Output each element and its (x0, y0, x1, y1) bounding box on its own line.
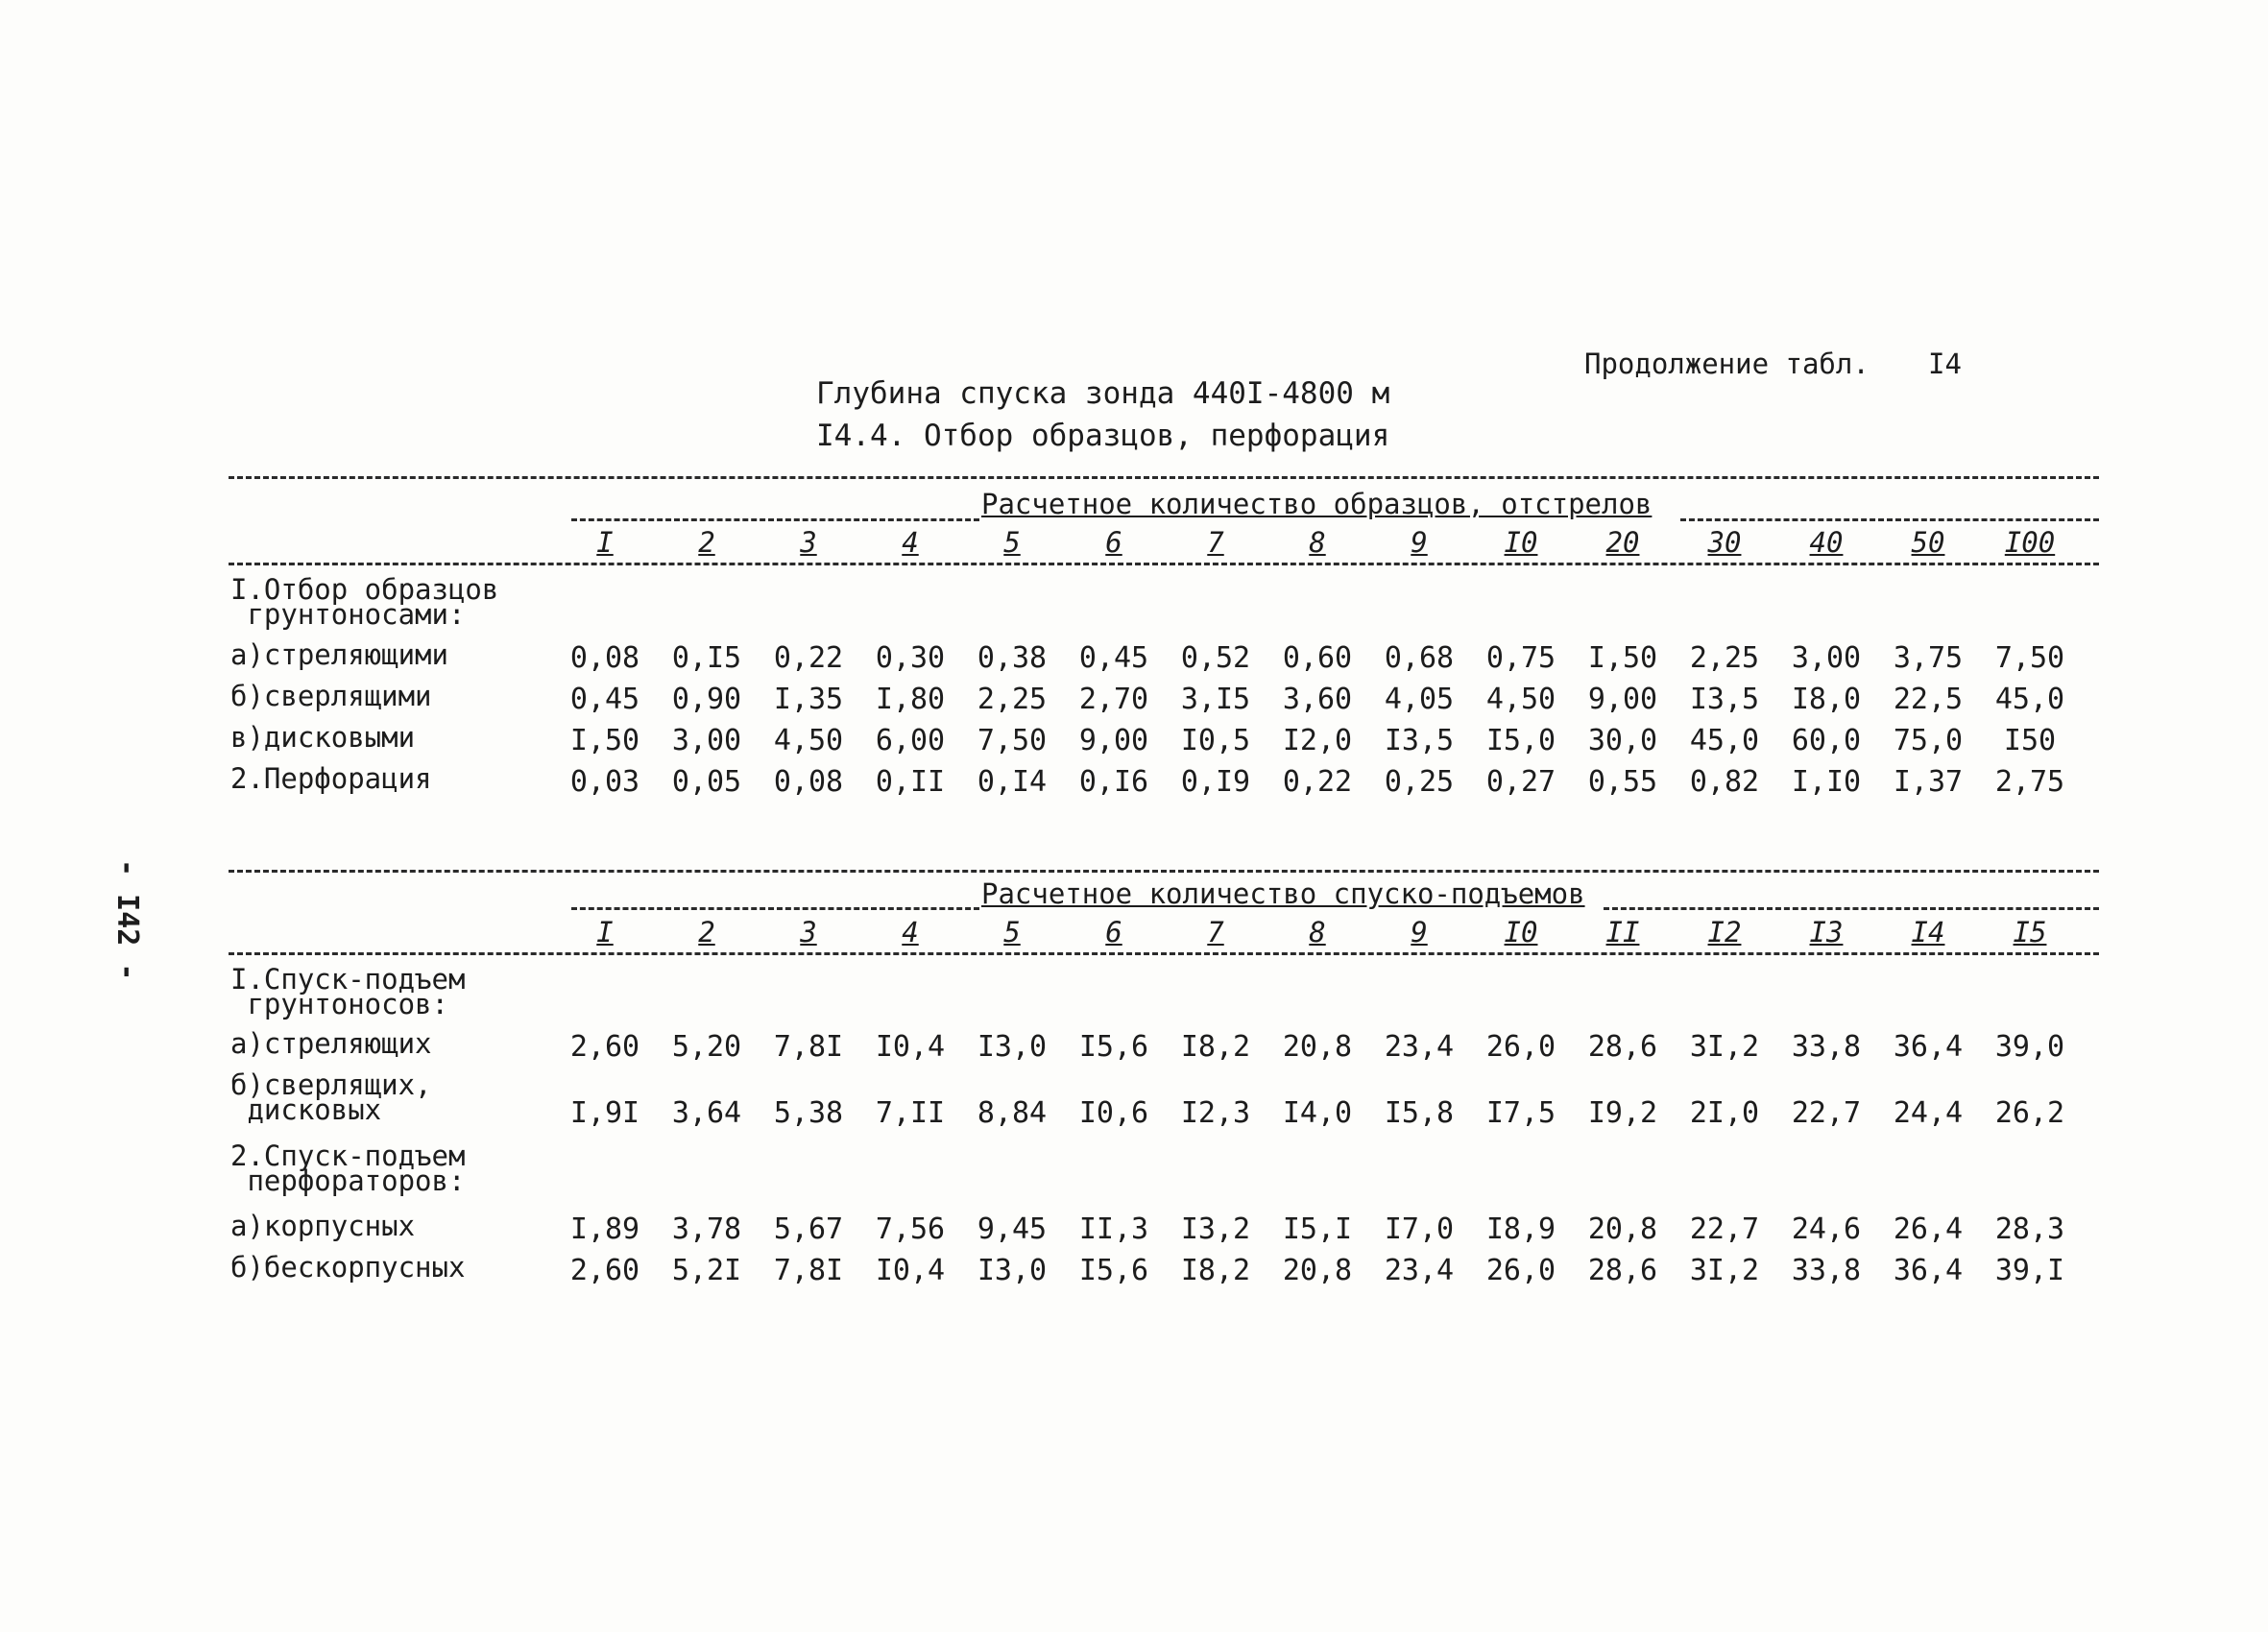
section1-table-cell: 0,I6 (1078, 765, 1149, 799)
section1-table-cell: 45,0 (1689, 724, 1760, 757)
section2-table-cell: 22,7 (1689, 1212, 1760, 1246)
section2-table-cell: I0,4 (875, 1254, 946, 1287)
section2-table-cell: 3I,2 (1689, 1030, 1760, 1064)
section2-table-cell: I0,6 (1078, 1096, 1149, 1130)
section1-table-cell: 0,22 (773, 641, 844, 675)
section1-row-label: I.Отбор образцов (230, 573, 499, 606)
section2-table-cell: 33,8 (1791, 1030, 1862, 1064)
section1-table-cell: I8,0 (1791, 683, 1862, 716)
section1-table-cell: I3,5 (1689, 683, 1760, 716)
section1-table-cell: 0,08 (569, 641, 640, 675)
section1-table-cell: 0,22 (1282, 765, 1353, 799)
section1-table-cell: 0,I4 (977, 765, 1048, 799)
section1-table-cell: 4,50 (773, 724, 844, 757)
section1-table-cell: I,80 (875, 683, 946, 716)
section1-table-cell: I50 (2003, 724, 2057, 757)
section1-table-cell: 3,00 (1791, 641, 1862, 675)
section2-table-cell: I5,6 (1078, 1030, 1149, 1064)
section2-row-label: I.Спуск-подъем (230, 963, 466, 996)
table2-caption: Расчетное количество спуско-подъемов (981, 877, 1585, 910)
section2-column-header: 6 (1105, 916, 1122, 948)
section1-table-cell: I,50 (1587, 641, 1658, 675)
section2-column-header: I0 (1504, 916, 1538, 948)
section1-column-header: 7 (1207, 526, 1224, 559)
section2-table-cell: 20,8 (1282, 1030, 1353, 1064)
section2-table-cell: I7,5 (1485, 1096, 1556, 1130)
section2-table-cell: 28,6 (1587, 1254, 1658, 1287)
section2-column-header: 5 (1003, 916, 1021, 948)
section2-table-cell: 5,67 (773, 1212, 844, 1246)
section2-table-cell: 3I,2 (1689, 1254, 1760, 1287)
section1-table-cell: 0,II (875, 765, 946, 799)
section1-table-cell: 0,68 (1384, 641, 1455, 675)
section1-table-cell: 4,05 (1384, 683, 1455, 716)
section2-table-cell: I9,2 (1587, 1096, 1658, 1130)
section2-table-cell: 7,II (875, 1096, 946, 1130)
section1-table-cell: I0,5 (1180, 724, 1251, 757)
section1-table-cell: 0,55 (1587, 765, 1658, 799)
section1-table-cell: 0,05 (671, 765, 742, 799)
section1-table-cell: 7,50 (977, 724, 1048, 757)
section1-table-cell: 0,38 (977, 641, 1048, 675)
section2-column-header: 7 (1207, 916, 1224, 948)
section1-table-cell: 0,52 (1180, 641, 1251, 675)
section2-row-label: а)стреляющих (230, 1027, 432, 1060)
section2-table-cell: I8,9 (1485, 1212, 1556, 1246)
section1-column-header: 30 (1707, 526, 1742, 559)
section1-table-cell: 0,30 (875, 641, 946, 675)
section1-table-cell: 0,45 (1078, 641, 1149, 675)
section2-row-label: 2.Спуск-подъем (230, 1140, 466, 1172)
section2-table-cell: I8,2 (1180, 1254, 1251, 1287)
section1-column-header: 50 (1911, 526, 1945, 559)
section1-table-cell: 0,27 (1485, 765, 1556, 799)
section1-table-cell: 60,0 (1791, 724, 1862, 757)
section1-column-header: 9 (1411, 526, 1428, 559)
section1-table-cell: 3,75 (1893, 641, 1964, 675)
section1-table-cell: 2,70 (1078, 683, 1149, 716)
section2-column-header: 9 (1411, 916, 1428, 948)
section2-table-cell: 2,60 (569, 1254, 640, 1287)
table-number: I4 (1928, 348, 1962, 380)
section1-table-cell: 6,00 (875, 724, 946, 757)
page-title: Глубина спуска зонда 440I-4800 м (816, 376, 1390, 411)
section1-table-cell: 2,75 (1994, 765, 2065, 799)
section1-column-header: I0 (1504, 526, 1538, 559)
section2-column-header: I2 (1707, 916, 1742, 948)
section1-table-cell: 0,08 (773, 765, 844, 799)
section2-table-cell: 9,45 (977, 1212, 1048, 1246)
section2-table-cell: I0,4 (875, 1030, 946, 1064)
section2-table-cell: 23,4 (1384, 1254, 1455, 1287)
section2-row-label: б)бескорпусных (230, 1251, 466, 1284)
section1-row-label: 2.Перфорация (230, 762, 432, 795)
section2-table-cell: 23,4 (1384, 1030, 1455, 1064)
section-title: I4.4. Отбор образцов, перфорация (816, 419, 1390, 453)
section2-row-label: б)сверлящих, (230, 1068, 432, 1101)
section2-table-cell: I5,8 (1384, 1096, 1455, 1130)
section1-table-cell: 30,0 (1587, 724, 1658, 757)
table1-header-rule (229, 563, 2099, 565)
section2-table-cell: 8,84 (977, 1096, 1048, 1130)
section2-column-header: 4 (902, 916, 919, 948)
continuation-label: Продолжение табл. (1584, 348, 1870, 380)
section2-table-cell: 28,6 (1587, 1030, 1658, 1064)
section1-table-cell: I3,5 (1384, 724, 1455, 757)
section1-table-cell: I,35 (773, 683, 844, 716)
section2-table-cell: I,9I (569, 1096, 640, 1130)
section2-table-cell: 39,I (1994, 1254, 2065, 1287)
section2-table-cell: 24,6 (1791, 1212, 1862, 1246)
section2-table-cell: 20,8 (1282, 1254, 1353, 1287)
section2-row-label: дисковых (230, 1093, 382, 1126)
section1-row-label: а)стреляющими (230, 638, 448, 671)
section1-column-header: 3 (800, 526, 817, 559)
section1-table-cell: 3,I5 (1180, 683, 1251, 716)
section1-table-cell: 9,00 (1587, 683, 1658, 716)
section2-table-cell: I5,6 (1078, 1254, 1149, 1287)
section2-table-cell: 22,7 (1791, 1096, 1862, 1130)
section1-table-cell: 9,00 (1078, 724, 1149, 757)
table2-top-rule (229, 870, 2099, 873)
section1-table-cell: 0,90 (671, 683, 742, 716)
section1-row-label: б)сверлящими (230, 680, 432, 712)
table1-caption-rule-left (571, 518, 979, 521)
section1-table-cell: 0,75 (1485, 641, 1556, 675)
section2-column-header: I5 (2013, 916, 2047, 948)
section2-row-label: а)корпусных (230, 1210, 416, 1242)
section2-table-cell: I7,0 (1384, 1212, 1455, 1246)
section1-column-header: I (596, 526, 614, 559)
section1-column-header: 20 (1605, 526, 1640, 559)
section2-table-cell: 7,8I (773, 1254, 844, 1287)
section2-table-cell: I3,0 (977, 1254, 1048, 1287)
page-number-mark: - I42 - (110, 859, 144, 981)
table1-caption: Расчетное количество образцов, отстрелов (981, 488, 1653, 520)
section2-column-header: II (1605, 916, 1640, 948)
section2-table-cell: I8,2 (1180, 1030, 1251, 1064)
section2-row-label: грунтоносов: (230, 988, 448, 1020)
section1-column-header: 5 (1003, 526, 1021, 559)
section2-column-header: 3 (800, 916, 817, 948)
section1-column-header: 8 (1309, 526, 1326, 559)
table2-caption-rule-left (571, 907, 979, 910)
section2-table-cell: 33,8 (1791, 1254, 1862, 1287)
section1-table-cell: 0,I5 (671, 641, 742, 675)
section1-table-cell: 75,0 (1893, 724, 1964, 757)
section1-column-header: 40 (1809, 526, 1844, 559)
section2-table-cell: I4,0 (1282, 1096, 1353, 1130)
section1-table-cell: I5,0 (1485, 724, 1556, 757)
section1-table-cell: 3,00 (671, 724, 742, 757)
section1-column-header: 6 (1105, 526, 1122, 559)
section1-table-cell: 0,03 (569, 765, 640, 799)
section1-row-label: в)дисковыми (230, 721, 416, 754)
section2-table-cell: 39,0 (1994, 1030, 2065, 1064)
section1-table-cell: 0,25 (1384, 765, 1455, 799)
section1-table-cell: I,37 (1893, 765, 1964, 799)
section2-table-cell: 5,20 (671, 1030, 742, 1064)
section1-table-cell: I,50 (569, 724, 640, 757)
section2-table-cell: 2I,0 (1689, 1096, 1760, 1130)
table1-caption-rule-right (1680, 518, 2099, 521)
section2-table-cell: 5,38 (773, 1096, 844, 1130)
section2-column-header: 8 (1309, 916, 1326, 948)
section2-table-cell: 24,4 (1893, 1096, 1964, 1130)
section2-table-cell: 3,64 (671, 1096, 742, 1130)
section2-table-cell: 36,4 (1893, 1254, 1964, 1287)
section2-table-cell: I3,2 (1180, 1212, 1251, 1246)
section1-table-cell: 2,25 (1689, 641, 1760, 675)
section2-table-cell: 2,60 (569, 1030, 640, 1064)
section1-table-cell: 4,50 (1485, 683, 1556, 716)
section2-column-header: I4 (1911, 916, 1945, 948)
section2-table-cell: 26,0 (1485, 1030, 1556, 1064)
section1-table-cell: 0,60 (1282, 641, 1353, 675)
section2-table-cell: I,89 (569, 1212, 640, 1246)
section1-table-cell: 2,25 (977, 683, 1048, 716)
section1-column-header: 2 (698, 526, 715, 559)
section1-column-header: 4 (902, 526, 919, 559)
section2-table-cell: 28,3 (1994, 1212, 2065, 1246)
section2-table-cell: I2,3 (1180, 1096, 1251, 1130)
section1-table-cell: I,I0 (1791, 765, 1862, 799)
section2-table-cell: 26,0 (1485, 1254, 1556, 1287)
section1-column-header: I00 (2004, 526, 2056, 559)
section2-table-cell: 26,4 (1893, 1212, 1964, 1246)
section1-table-cell: 3,60 (1282, 683, 1353, 716)
section1-table-cell: I2,0 (1282, 724, 1353, 757)
table2-caption-rule-right (1604, 907, 2099, 910)
section2-table-cell: I3,0 (977, 1030, 1048, 1064)
section2-table-cell: 5,2I (671, 1254, 742, 1287)
table2-header-rule (229, 952, 2099, 955)
section2-column-header: 2 (698, 916, 715, 948)
section1-table-cell: 0,82 (1689, 765, 1760, 799)
section2-table-cell: II,3 (1078, 1212, 1149, 1246)
section2-row-label: перфораторов: (230, 1164, 466, 1197)
section2-table-cell: 20,8 (1587, 1212, 1658, 1246)
section1-row-label: грунтоносами: (230, 598, 466, 631)
section1-table-cell: 0,I9 (1180, 765, 1251, 799)
section1-table-cell: 0,45 (569, 683, 640, 716)
section2-column-header: I3 (1809, 916, 1844, 948)
section1-table-cell: 45,0 (1994, 683, 2065, 716)
table1-top-rule (229, 476, 2099, 479)
section2-column-header: I (596, 916, 614, 948)
section2-table-cell: 7,56 (875, 1212, 946, 1246)
section1-table-cell: 7,50 (1994, 641, 2065, 675)
section2-table-cell: 7,8I (773, 1030, 844, 1064)
section2-table-cell: 36,4 (1893, 1030, 1964, 1064)
section1-table-cell: 22,5 (1893, 683, 1964, 716)
section2-table-cell: 26,2 (1994, 1096, 2065, 1130)
section2-table-cell: 3,78 (671, 1212, 742, 1246)
section2-table-cell: I5,I (1282, 1212, 1353, 1246)
